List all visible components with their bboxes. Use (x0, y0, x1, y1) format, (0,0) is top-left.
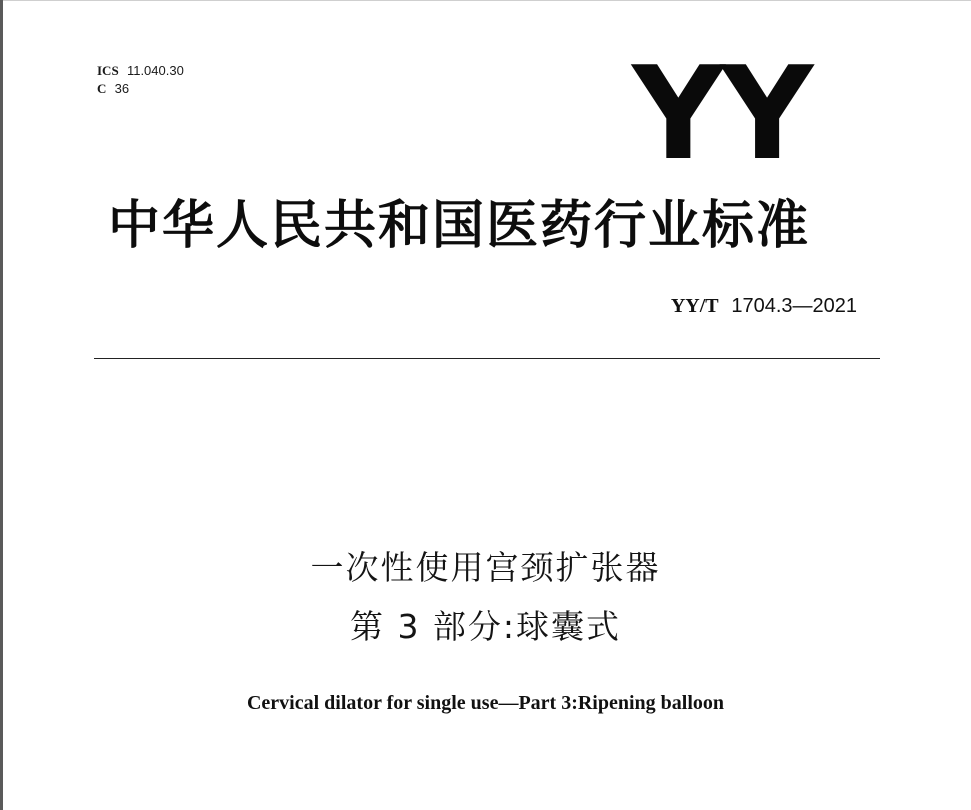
classification-block (97, 62, 184, 98)
page-top-border (0, 0, 971, 1)
standard-number-prefix: YY/T (670, 295, 719, 317)
standard-number (671, 292, 857, 319)
ccs-label: C (97, 81, 107, 96)
page-left-border (0, 0, 3, 810)
standard-number-value: 1704.3—2021 (731, 295, 857, 317)
standard-type-title: 中华人民共和国医药行业标准 (108, 196, 811, 256)
ics-label: ICS (97, 63, 119, 78)
english-title: Cervical dilator for single use—Part 3:Ripening balloon (246, 692, 725, 714)
yy-logo: YY (632, 40, 810, 189)
ccs-line (97, 80, 184, 98)
ccs-code: 36 (114, 81, 130, 96)
chinese-title-line-1: 一次性使用宫颈扩张器 (310, 548, 661, 587)
header-divider (94, 358, 880, 359)
ics-line (97, 62, 184, 80)
chinese-title-line-2: 第 3 部分:球囊式 (349, 607, 622, 646)
ics-code: 11.040.30 (126, 63, 184, 78)
